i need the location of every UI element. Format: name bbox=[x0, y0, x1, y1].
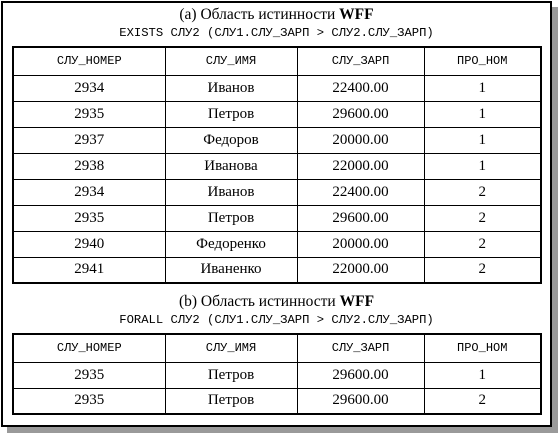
column-header: СЛУ_ЗАРП bbox=[297, 47, 424, 75]
formula-b: FORALL СЛУ2 (СЛУ1.СЛУ_ЗАРП > СЛУ2.СЛУ_ЗАРП) bbox=[119, 313, 434, 327]
table-cell: Иваненко bbox=[165, 257, 297, 283]
table-cell: 2 bbox=[424, 388, 541, 414]
figure-frame bbox=[1, 1, 552, 427]
table-row bbox=[13, 153, 541, 179]
table-cell: 22000.00 bbox=[297, 257, 424, 283]
table-cell: 29600.00 bbox=[297, 101, 424, 127]
table-row bbox=[13, 179, 541, 205]
table-a bbox=[12, 46, 542, 284]
table-row bbox=[13, 101, 541, 127]
column-header: ПРО_НОМ bbox=[424, 47, 541, 75]
table-row bbox=[13, 75, 541, 101]
column-header: ПРО_НОМ bbox=[424, 334, 541, 362]
table-cell: 2940 bbox=[13, 231, 165, 257]
table-cell: 22400.00 bbox=[297, 179, 424, 205]
table-cell: Петров bbox=[165, 362, 297, 388]
table-cell: 29600.00 bbox=[297, 362, 424, 388]
table-cell: 2934 bbox=[13, 179, 165, 205]
table-cell: 2 bbox=[424, 231, 541, 257]
table-a-body bbox=[13, 47, 541, 283]
table-b bbox=[12, 333, 542, 415]
table-cell: 20000.00 bbox=[297, 231, 424, 257]
table-cell: Петров bbox=[165, 101, 297, 127]
table-cell: 2938 bbox=[13, 153, 165, 179]
table-row bbox=[13, 205, 541, 231]
table-cell: 2937 bbox=[13, 127, 165, 153]
table-cell: 2941 bbox=[13, 257, 165, 283]
table-cell: 2935 bbox=[13, 362, 165, 388]
table-cell: 1 bbox=[424, 127, 541, 153]
table-cell: Иванов bbox=[165, 75, 297, 101]
table-row bbox=[13, 231, 541, 257]
column-header: СЛУ_ЗАРП bbox=[297, 334, 424, 362]
table-cell: Иванова bbox=[165, 153, 297, 179]
column-header: СЛУ_НОМЕР bbox=[13, 334, 165, 362]
table-cell: Федоренко bbox=[165, 231, 297, 257]
table-b-body bbox=[13, 334, 541, 414]
table-cell: 2934 bbox=[13, 75, 165, 101]
table-row bbox=[13, 257, 541, 283]
table-cell: 2935 bbox=[13, 388, 165, 414]
table-cell: Петров bbox=[165, 205, 297, 231]
header-row bbox=[13, 334, 541, 362]
caption-a-text: (a) Область истинности bbox=[179, 6, 340, 23]
column-header: СЛУ_НОМЕР bbox=[13, 47, 165, 75]
table-cell: Петров bbox=[165, 388, 297, 414]
caption-b-text: (b) Область истинности bbox=[178, 293, 340, 310]
table-cell: 2 bbox=[424, 257, 541, 283]
table-cell: 2935 bbox=[13, 101, 165, 127]
table-row bbox=[13, 362, 541, 388]
table-cell: 29600.00 bbox=[297, 388, 424, 414]
table-cell: 1 bbox=[424, 153, 541, 179]
table-cell: 2 bbox=[424, 179, 541, 205]
table-row bbox=[13, 127, 541, 153]
table-cell: 22000.00 bbox=[297, 153, 424, 179]
table-cell: Иванов bbox=[165, 179, 297, 205]
caption-b bbox=[3, 294, 550, 310]
column-header: СЛУ_ИМЯ bbox=[165, 334, 297, 362]
table-cell: 20000.00 bbox=[297, 127, 424, 153]
table-cell: 1 bbox=[424, 75, 541, 101]
header-row bbox=[13, 47, 541, 75]
caption-a-wff: WFF bbox=[339, 6, 374, 23]
table-cell: Федоров bbox=[165, 127, 297, 153]
table-cell: 1 bbox=[424, 362, 541, 388]
column-header: СЛУ_ИМЯ bbox=[165, 47, 297, 75]
table-cell: 2935 bbox=[13, 205, 165, 231]
formula-a: EXISTS СЛУ2 (СЛУ1.СЛУ_ЗАРП > СЛУ2.СЛУ_ЗАРП) bbox=[119, 26, 434, 40]
caption-a bbox=[3, 7, 550, 23]
table-cell: 1 bbox=[424, 101, 541, 127]
caption-b-wff: WFF bbox=[339, 293, 375, 310]
table-row bbox=[13, 388, 541, 414]
table-cell: 2 bbox=[424, 205, 541, 231]
table-cell: 29600.00 bbox=[297, 205, 424, 231]
table-cell: 22400.00 bbox=[297, 75, 424, 101]
